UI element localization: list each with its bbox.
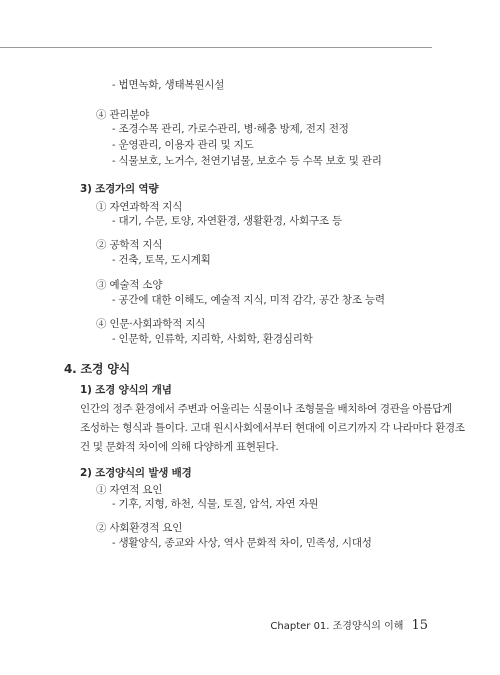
paragraph-line: 인간의 정주 환경에서 주변과 어울리는 식물이나 조형물을 배치하여 경관을 아름답게 xyxy=(80,403,452,415)
subsection-heading: 3) 조경가의 역량 xyxy=(80,183,159,195)
item-heading: ② 사회환경적 요인 xyxy=(96,522,183,534)
list-item: - 기후, 지형, 하천, 식물, 토질, 암석, 자연 자원 xyxy=(112,498,319,510)
item-heading: ② 공학적 지식 xyxy=(96,239,163,251)
list-item: - 인문학, 인류학, 지리학, 사회학, 환경심리학 xyxy=(112,333,313,345)
paragraph-line: 건 및 문화적 차이에 의해 다양하게 표현된다. xyxy=(80,441,279,453)
item-heading: ④ 인문·사회과학적 지식 xyxy=(96,318,206,330)
paragraph-line: 조성하는 형식과 틀이다. 고대 원시사회에서부터 현대에 이르기까지 각 나라마다 환경조 xyxy=(80,422,465,434)
list-item: - 조경수목 관리, 가로수관리, 병·해충 방제, 전지 전정 xyxy=(112,123,349,135)
subsection-heading: 2) 조경양식의 발생 배경 xyxy=(80,467,192,479)
item-heading: ① 자연과학적 지식 xyxy=(96,201,183,213)
item-heading: ③ 예술적 소양 xyxy=(96,279,163,291)
list-item: - 식물보호, 노거수, 천연기념물, 보호수 등 수목 보호 및 관리 xyxy=(112,155,382,167)
page-number: 15 xyxy=(411,618,428,633)
item-heading: ④ 관리분야 xyxy=(96,109,150,121)
list-item: - 대기, 수문, 토양, 자연환경, 생활환경, 사회구조 등 xyxy=(112,215,342,227)
page-footer xyxy=(270,617,428,633)
list-item: - 운영관리, 이용자 관리 및 지도 xyxy=(112,139,254,151)
item-heading: ① 자연적 요인 xyxy=(96,484,163,496)
subsection-heading: 1) 조경 양식의 개념 xyxy=(80,384,172,396)
list-item: - 법면녹화, 생태복원시설 xyxy=(112,79,225,91)
list-item: - 생활양식, 종교와 사상, 역사 문화적 차이, 민족성, 시대성 xyxy=(112,537,372,549)
list-item: - 건축, 토목, 도시계획 xyxy=(112,254,211,266)
list-item: - 공간에 대한 이해도, 예술적 지식, 미적 감각, 공간 창조 능력 xyxy=(112,294,385,306)
chapter-title: Chapter 01. 조경양식의 이해 xyxy=(270,621,404,632)
header-rule xyxy=(0,47,432,48)
section-heading: 4. 조경 양식 xyxy=(64,362,131,376)
